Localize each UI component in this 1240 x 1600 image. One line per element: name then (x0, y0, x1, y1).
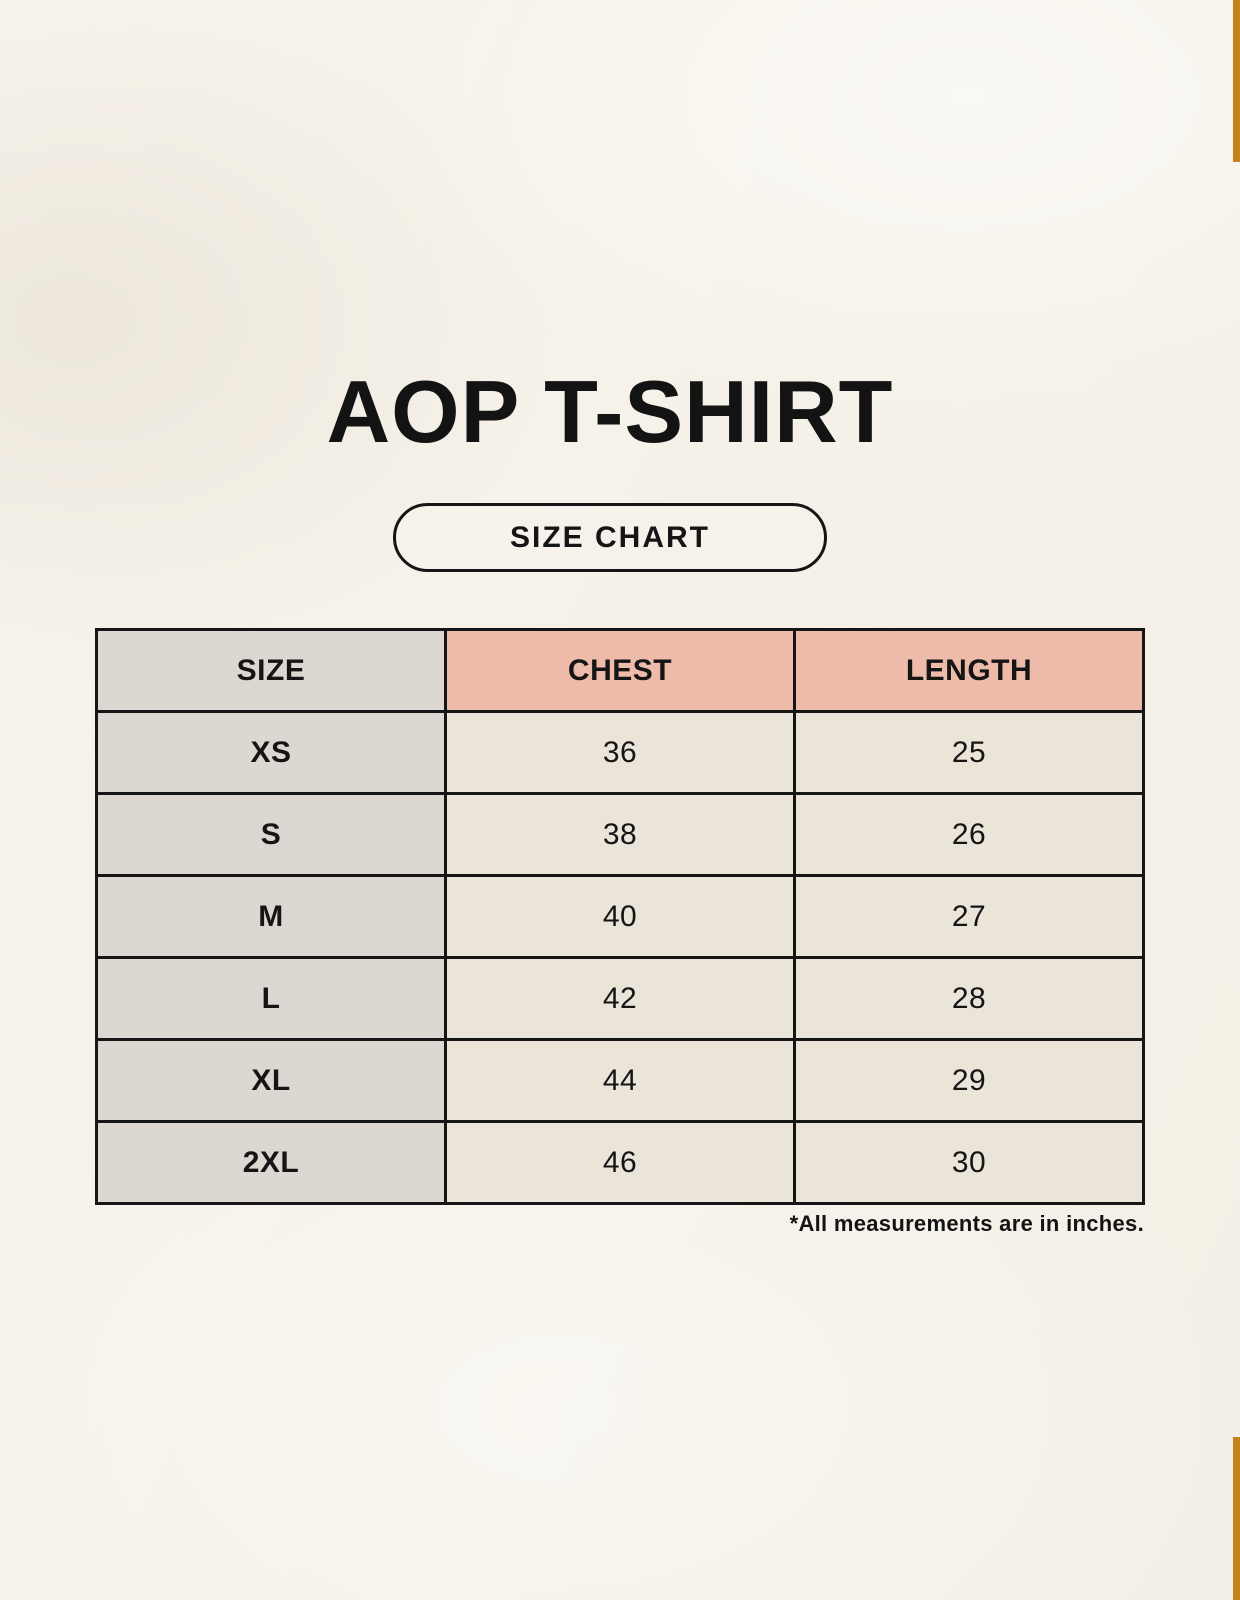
cell-m-length: 27 (795, 876, 1144, 958)
column-header-chest: CHEST (446, 630, 795, 712)
table-row-2xl (97, 1122, 1144, 1204)
table-row-s (97, 794, 1144, 876)
cell-2xl-chest: 46 (446, 1122, 795, 1204)
cell-xs-chest: 36 (446, 712, 795, 794)
column-header-size: SIZE (97, 630, 446, 712)
row-label-m: M (97, 876, 446, 958)
cell-2xl-length: 30 (795, 1122, 1144, 1204)
row-label-xl: XL (97, 1040, 446, 1122)
table-header-row (97, 630, 1144, 712)
row-label-2xl: 2XL (97, 1122, 446, 1204)
cell-xl-chest: 44 (446, 1040, 795, 1122)
row-label-s: S (97, 794, 446, 876)
accent-bar-top-right (1233, 0, 1240, 162)
table-row-xs (97, 712, 1144, 794)
cell-s-length: 26 (795, 794, 1144, 876)
table-row-xl (97, 1040, 1144, 1122)
cell-xs-length: 25 (795, 712, 1144, 794)
cell-l-chest: 42 (446, 958, 795, 1040)
size-chart-badge-label: SIZE CHART (510, 520, 710, 554)
cell-l-length: 28 (795, 958, 1144, 1040)
measurements-footnote: *All measurements are in inches. (789, 1211, 1144, 1236)
row-label-xs: XS (97, 712, 446, 794)
size-chart-badge (393, 503, 827, 572)
cell-xl-length: 29 (795, 1040, 1144, 1122)
row-label-l: L (97, 958, 446, 1040)
column-header-length: LENGTH (795, 630, 1144, 712)
table-row-l (97, 958, 1144, 1040)
accent-bar-bottom-right (1233, 1437, 1240, 1600)
cell-m-chest: 40 (446, 876, 795, 958)
table-row-m (97, 876, 1144, 958)
size-chart-table (95, 628, 1145, 1205)
cell-s-chest: 38 (446, 794, 795, 876)
product-title: AOP T-SHIRT (326, 362, 894, 461)
